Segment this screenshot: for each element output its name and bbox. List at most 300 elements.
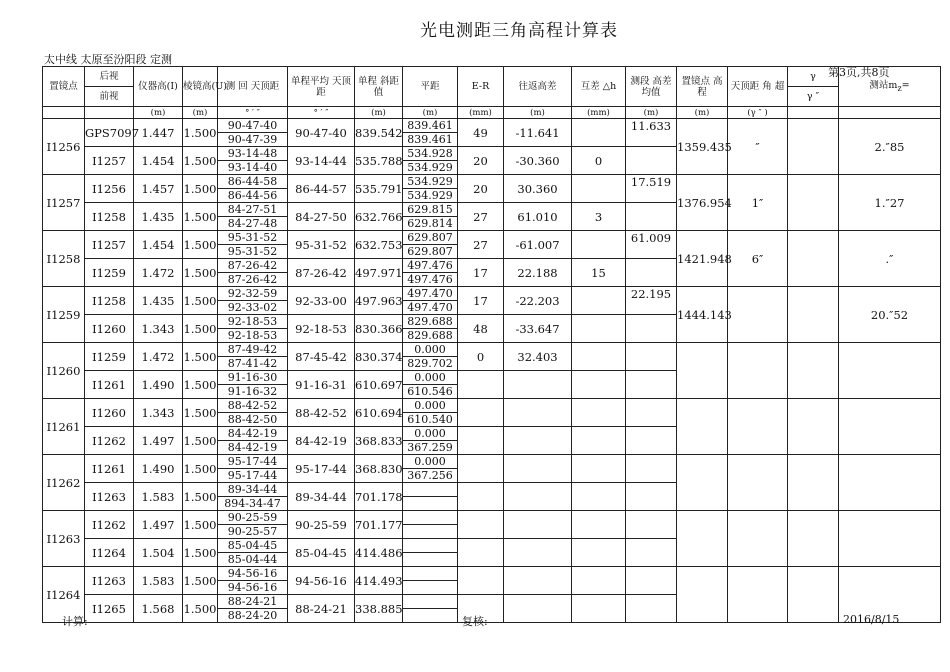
er-cell: 48 xyxy=(458,315,504,343)
slope-cell: 610.694 xyxy=(355,399,403,427)
delta-h-cell xyxy=(572,399,626,427)
header-mz xyxy=(839,67,941,107)
horizontal-cell-second: 839.461 xyxy=(403,132,457,146)
zenith-avg-cell: 92-18-53 xyxy=(288,315,355,343)
zenith-cell-first: 88-24-21 xyxy=(227,595,278,608)
zenith-cell-second: 91-16-32 xyxy=(218,384,287,398)
header-zenith-avg: 单程平均 天顶距 xyxy=(288,67,355,107)
segment-avg-cell xyxy=(626,539,677,567)
delta-h-cell: 0 xyxy=(572,147,626,175)
horizontal-cell xyxy=(403,455,458,483)
mz-cell xyxy=(839,455,941,511)
footer-calculator: 计算: xyxy=(62,615,88,628)
er-cell xyxy=(458,427,504,455)
gamma-cell xyxy=(788,343,839,399)
horizontal-cell-first: 839.461 xyxy=(407,119,453,132)
horizontal-cell-first: 0.000 xyxy=(414,455,446,468)
header-zenith-angle: 天顶距 角 超 xyxy=(728,67,788,107)
zenith-cell xyxy=(218,259,288,287)
horizontal-cell-first: 497.476 xyxy=(407,259,453,272)
horizontal-cell xyxy=(403,511,458,539)
mz-cell xyxy=(839,511,941,567)
height-diff-cell: 22.188 xyxy=(504,259,572,287)
zenith-cell-second: 92-33-02 xyxy=(218,300,287,314)
height-diff-cell: 32.403 xyxy=(504,343,572,371)
horizontal-cell xyxy=(403,399,458,427)
horizontal-cell-first: 497.470 xyxy=(407,287,453,300)
segment-avg-cell xyxy=(626,343,677,371)
header-gamma: γ xyxy=(788,67,839,87)
zenith-avg-cell: 93-14-44 xyxy=(288,147,355,175)
slope-cell: 497.963 xyxy=(355,287,403,315)
er-cell xyxy=(458,483,504,511)
prism-height-cell: 1.500 xyxy=(183,203,218,231)
unit-zenith: ° ′ ″ xyxy=(218,107,288,119)
height-diff-cell xyxy=(504,483,572,511)
target-cell: I1265 xyxy=(85,595,134,623)
page-title: 光电测距三角高程计算表 xyxy=(420,21,618,41)
zenith-cell-first: 90-25-59 xyxy=(227,511,278,524)
station-elev-cell xyxy=(677,343,728,399)
zenith-cell-first: 89-34-44 xyxy=(227,483,278,496)
mz-cell: 20.″52 xyxy=(839,287,941,343)
table-row xyxy=(43,287,941,315)
target-cell: I1260 xyxy=(85,399,134,427)
horizontal-cell-second: 629.807 xyxy=(403,244,457,258)
zenith-cell-second: 90-25-57 xyxy=(218,524,287,538)
horizontal-cell-first xyxy=(403,511,457,524)
horizontal-cell xyxy=(403,315,458,343)
zenith-cell-second: 894-34-47 xyxy=(218,496,287,510)
height-diff-cell: -22.203 xyxy=(504,287,572,315)
horizontal-cell-first: 0.000 xyxy=(414,371,446,384)
horizontal-cell-second: 610.546 xyxy=(403,384,457,398)
height-diff-cell: 30.360 xyxy=(504,175,572,203)
zenith-cell xyxy=(218,511,288,539)
horizontal-cell-second: 497.476 xyxy=(403,272,457,286)
horizontal-cell xyxy=(403,539,458,567)
horizontal-cell-second xyxy=(403,524,457,538)
zenith-cell xyxy=(218,315,288,343)
delta-h-cell xyxy=(572,231,626,259)
target-cell: I1260 xyxy=(85,315,134,343)
target-cell: I1259 xyxy=(85,259,134,287)
header-prism-height: 棱镜高(U) xyxy=(183,67,218,107)
zenith-cell-second: 84-42-19 xyxy=(218,440,287,454)
zenith-cell-second: 92-18-53 xyxy=(218,328,287,342)
prism-height-cell: 1.500 xyxy=(183,483,218,511)
unit-segment-avg: (m) xyxy=(626,107,677,119)
instrument-height-cell: 1.447 xyxy=(134,119,183,147)
segment-avg-cell: 11.633 xyxy=(626,119,677,147)
zenith-cell xyxy=(218,287,288,315)
horizontal-cell xyxy=(403,595,458,623)
header-instrument-height: 仪器高(I) xyxy=(134,67,183,107)
zenith-cell-first: 95-31-52 xyxy=(227,231,278,244)
header-horizontal: 平距 xyxy=(403,67,458,107)
zenith-cell-first: 90-47-40 xyxy=(227,119,278,132)
horizontal-cell-first: 0.000 xyxy=(414,399,446,412)
prism-height-cell: 1.500 xyxy=(183,567,218,595)
zenith-angle-cell xyxy=(728,567,788,623)
calculation-table xyxy=(42,66,941,623)
table-row xyxy=(43,231,941,259)
height-diff-cell: -33.647 xyxy=(504,315,572,343)
target-cell: I1263 xyxy=(85,483,134,511)
zenith-cell-first: 94-56-16 xyxy=(227,567,278,580)
footer-date: 2016/8/15 xyxy=(843,613,900,626)
table-row xyxy=(43,399,941,427)
unit-slope: (m) xyxy=(355,107,403,119)
horizontal-cell-second: 367.256 xyxy=(403,468,457,482)
instrument-height-cell: 1.472 xyxy=(134,343,183,371)
unit-horizontal: (m) xyxy=(403,107,458,119)
height-diff-cell: -61.007 xyxy=(504,231,572,259)
header-mz-eq: = xyxy=(901,79,910,91)
horizontal-cell xyxy=(403,203,458,231)
height-diff-cell xyxy=(504,399,572,427)
instrument-height-cell: 1.568 xyxy=(134,595,183,623)
instrument-height-cell: 1.435 xyxy=(134,203,183,231)
zenith-cell xyxy=(218,147,288,175)
target-cell: I1258 xyxy=(85,287,134,315)
header-mz-label: 测站m xyxy=(869,79,898,91)
slope-cell: 701.177 xyxy=(355,511,403,539)
slope-cell: 632.766 xyxy=(355,203,403,231)
prism-height-cell: 1.500 xyxy=(183,147,218,175)
zenith-avg-cell: 84-42-19 xyxy=(288,427,355,455)
delta-h-cell xyxy=(572,427,626,455)
height-diff-cell xyxy=(504,427,572,455)
mz-cell: 1.″27 xyxy=(839,175,941,231)
route-subtitle: 太中线 太原至汾阳段 定测 xyxy=(44,53,172,66)
segment-avg-cell xyxy=(626,595,677,623)
unit-zenith-avg: ° ′ ″ xyxy=(288,107,355,119)
zenith-cell-first: 84-42-19 xyxy=(227,427,278,440)
prism-height-cell: 1.500 xyxy=(183,371,218,399)
segment-avg-cell xyxy=(626,315,677,343)
horizontal-cell-second: 829.688 xyxy=(403,328,457,342)
segment-avg-cell: 17.519 xyxy=(626,175,677,203)
prism-height-cell: 1.500 xyxy=(183,399,218,427)
horizontal-cell xyxy=(403,175,458,203)
gamma-cell xyxy=(788,455,839,511)
table-row xyxy=(43,511,941,539)
zenith-avg-cell: 89-34-44 xyxy=(288,483,355,511)
horizontal-cell-first: 0.000 xyxy=(414,427,446,440)
slope-cell: 368.833 xyxy=(355,427,403,455)
zenith-cell-first: 92-32-59 xyxy=(227,287,278,300)
delta-h-cell: 3 xyxy=(572,203,626,231)
height-diff-cell: -30.360 xyxy=(504,147,572,175)
prism-height-cell: 1.500 xyxy=(183,427,218,455)
header-gamma-unit: γ ″ xyxy=(788,87,839,107)
delta-h-cell xyxy=(572,483,626,511)
zenith-avg-cell: 86-44-57 xyxy=(288,175,355,203)
er-cell xyxy=(458,539,504,567)
zenith-cell-second: 95-17-44 xyxy=(218,468,287,482)
zenith-angle-cell: ″ xyxy=(728,119,788,175)
slope-cell: 830.366 xyxy=(355,315,403,343)
segment-avg-cell: 61.009 xyxy=(626,231,677,259)
height-diff-cell xyxy=(504,511,572,539)
header-station: 置镜点 xyxy=(43,67,85,107)
station-cell: I1264 xyxy=(43,567,85,623)
zenith-cell-first: 84-27-51 xyxy=(227,203,278,216)
table-row xyxy=(43,567,941,595)
segment-avg-cell xyxy=(626,371,677,399)
zenith-cell-first: 87-26-42 xyxy=(227,259,278,272)
mz-cell: .″ xyxy=(839,231,941,287)
gamma-cell xyxy=(788,511,839,567)
height-diff-cell: 61.010 xyxy=(504,203,572,231)
zenith-cell xyxy=(218,483,288,511)
prism-height-cell: 1.500 xyxy=(183,455,218,483)
zenith-cell-second: 90-47-39 xyxy=(218,132,287,146)
station-elev-cell xyxy=(677,455,728,511)
target-cell: I1257 xyxy=(85,147,134,175)
zenith-avg-cell: 88-42-52 xyxy=(288,399,355,427)
horizontal-cell-second: 534.929 xyxy=(403,188,457,202)
zenith-angle-cell xyxy=(728,455,788,511)
station-elev-cell: 1376.954 xyxy=(677,175,728,231)
instrument-height-cell: 1.343 xyxy=(134,399,183,427)
zenith-cell-first: 93-14-48 xyxy=(227,147,278,160)
horizontal-cell-second: 610.540 xyxy=(403,412,457,426)
station-cell: I1259 xyxy=(43,287,85,343)
horizontal-cell-second xyxy=(403,552,457,566)
instrument-height-cell: 1.504 xyxy=(134,539,183,567)
zenith-cell-first: 92-18-53 xyxy=(227,315,278,328)
unit-zenith-angle: (γ ″ ) xyxy=(728,107,788,119)
er-cell xyxy=(458,567,504,595)
zenith-cell-second: 84-27-48 xyxy=(218,216,287,230)
instrument-height-cell: 1.457 xyxy=(134,175,183,203)
zenith-cell-first: 85-04-45 xyxy=(227,539,278,552)
target-cell: I1261 xyxy=(85,455,134,483)
zenith-cell-second: 87-41-42 xyxy=(218,356,287,370)
zenith-avg-cell: 95-31-52 xyxy=(288,231,355,259)
prism-height-cell: 1.500 xyxy=(183,287,218,315)
prism-height-cell: 1.500 xyxy=(183,231,218,259)
slope-cell: 338.885 xyxy=(355,595,403,623)
height-diff-cell xyxy=(504,371,572,399)
delta-h-cell xyxy=(572,539,626,567)
segment-avg-cell xyxy=(626,399,677,427)
horizontal-cell xyxy=(403,483,458,511)
zenith-cell-second: 94-56-16 xyxy=(218,580,287,594)
horizontal-cell-second xyxy=(403,580,457,594)
horizontal-cell xyxy=(403,287,458,315)
zenith-cell-second: 86-44-56 xyxy=(218,188,287,202)
header-zenith: 测 回 天顶距 xyxy=(218,67,288,107)
table-row xyxy=(43,343,941,371)
zenith-cell-first: 86-44-58 xyxy=(227,175,278,188)
station-elev-cell: 1421.948 xyxy=(677,231,728,287)
zenith-avg-cell: 94-56-16 xyxy=(288,567,355,595)
header-foresight: 前视 xyxy=(85,87,134,107)
instrument-height-cell: 1.454 xyxy=(134,147,183,175)
height-diff-cell: -11.641 xyxy=(504,119,572,147)
delta-h-cell xyxy=(572,455,626,483)
zenith-cell-second: 88-42-50 xyxy=(218,412,287,426)
instrument-height-cell: 1.497 xyxy=(134,511,183,539)
prism-height-cell: 1.500 xyxy=(183,315,218,343)
segment-avg-cell: 22.195 xyxy=(626,287,677,315)
horizontal-cell-second: 629.814 xyxy=(403,216,457,230)
station-elev-cell xyxy=(677,399,728,455)
prism-height-cell: 1.500 xyxy=(183,595,218,623)
slope-cell: 535.791 xyxy=(355,175,403,203)
slope-cell: 830.374 xyxy=(355,343,403,371)
slope-cell: 535.788 xyxy=(355,147,403,175)
er-cell: 20 xyxy=(458,175,504,203)
horizontal-cell-second: 367.259 xyxy=(403,440,457,454)
horizontal-cell-first xyxy=(403,483,457,496)
unit-prism-height: (m) xyxy=(183,107,218,119)
delta-h-cell: 15 xyxy=(572,259,626,287)
er-cell: 0 xyxy=(458,343,504,371)
gamma-cell xyxy=(788,119,839,175)
horizontal-cell-second: 497.470 xyxy=(403,300,457,314)
prism-height-cell: 1.500 xyxy=(183,343,218,371)
zenith-cell xyxy=(218,567,288,595)
delta-h-cell xyxy=(572,315,626,343)
zenith-angle-cell xyxy=(728,287,788,343)
instrument-height-cell: 1.497 xyxy=(134,427,183,455)
zenith-avg-cell: 88-24-21 xyxy=(288,595,355,623)
zenith-avg-cell: 90-25-59 xyxy=(288,511,355,539)
prism-height-cell: 1.500 xyxy=(183,259,218,287)
gamma-cell xyxy=(788,175,839,231)
station-cell: I1261 xyxy=(43,399,85,455)
unit-station-elev: (m) xyxy=(677,107,728,119)
horizontal-cell-first xyxy=(403,539,457,552)
slope-cell: 414.486 xyxy=(355,539,403,567)
segment-avg-cell xyxy=(626,259,677,287)
er-cell: 27 xyxy=(458,203,504,231)
delta-h-cell xyxy=(572,343,626,371)
target-cell: GPS7097 xyxy=(85,119,134,147)
slope-cell: 701.178 xyxy=(355,483,403,511)
zenith-avg-cell: 95-17-44 xyxy=(288,455,355,483)
height-diff-cell xyxy=(504,595,572,623)
instrument-height-cell: 1.583 xyxy=(134,483,183,511)
er-cell xyxy=(458,511,504,539)
target-cell: I1263 xyxy=(85,567,134,595)
zenith-cell xyxy=(218,455,288,483)
table-row xyxy=(43,455,941,483)
zenith-avg-cell: 87-45-42 xyxy=(288,343,355,371)
horizontal-cell xyxy=(403,371,458,399)
er-cell xyxy=(458,371,504,399)
instrument-height-cell: 1.583 xyxy=(134,567,183,595)
mz-cell: 2.″85 xyxy=(839,119,941,175)
zenith-cell xyxy=(218,203,288,231)
height-diff-cell xyxy=(504,455,572,483)
header-delta-h: 互差 △h xyxy=(572,67,626,107)
station-cell: I1260 xyxy=(43,343,85,399)
zenith-avg-cell: 92-33-00 xyxy=(288,287,355,315)
instrument-height-cell: 1.490 xyxy=(134,455,183,483)
horizontal-cell xyxy=(403,427,458,455)
target-cell: I1259 xyxy=(85,343,134,371)
prism-height-cell: 1.500 xyxy=(183,175,218,203)
zenith-avg-cell: 91-16-31 xyxy=(288,371,355,399)
delta-h-cell xyxy=(572,175,626,203)
target-cell: I1257 xyxy=(85,231,134,259)
station-cell: I1257 xyxy=(43,175,85,231)
slope-cell: 368.830 xyxy=(355,455,403,483)
station-cell: I1263 xyxy=(43,511,85,567)
zenith-cell-second: 85-04-44 xyxy=(218,552,287,566)
horizontal-cell-first: 534.928 xyxy=(407,147,453,160)
target-cell: I1261 xyxy=(85,371,134,399)
page-info: 第3页,共8页 xyxy=(828,66,890,79)
horizontal-cell-second: 829.702 xyxy=(403,356,457,370)
segment-avg-cell xyxy=(626,455,677,483)
header-backsight: 后视 xyxy=(85,67,134,87)
instrument-height-cell: 1.435 xyxy=(134,287,183,315)
horizontal-cell-first: 534.929 xyxy=(407,175,453,188)
unit-delta-h: (mm) xyxy=(572,107,626,119)
slope-cell: 632.753 xyxy=(355,231,403,259)
horizontal-cell-first: 829.688 xyxy=(407,315,453,328)
zenith-angle-cell xyxy=(728,399,788,455)
zenith-avg-cell: 87-26-42 xyxy=(288,259,355,287)
er-cell: 20 xyxy=(458,147,504,175)
table-row xyxy=(43,175,941,203)
instrument-height-cell: 1.490 xyxy=(134,371,183,399)
zenith-angle-cell: 1″ xyxy=(728,175,788,231)
horizontal-cell-first: 629.815 xyxy=(407,203,453,216)
mz-cell xyxy=(839,399,941,455)
station-elev-cell xyxy=(677,567,728,623)
instrument-height-cell: 1.343 xyxy=(134,315,183,343)
segment-avg-cell xyxy=(626,203,677,231)
station-cell: I1256 xyxy=(43,119,85,175)
delta-h-cell xyxy=(572,595,626,623)
prism-height-cell: 1.500 xyxy=(183,511,218,539)
gamma-cell xyxy=(788,399,839,455)
target-cell: I1256 xyxy=(85,175,134,203)
gamma-cell xyxy=(788,231,839,287)
header-height-diff: 往返高差 xyxy=(504,67,572,107)
horizontal-cell-second xyxy=(403,496,457,510)
segment-avg-cell xyxy=(626,147,677,175)
zenith-cell xyxy=(218,231,288,259)
zenith-cell-first: 87-49-42 xyxy=(227,343,278,356)
zenith-angle-cell xyxy=(728,511,788,567)
station-cell: I1262 xyxy=(43,455,85,511)
height-diff-cell xyxy=(504,567,572,595)
er-cell xyxy=(458,399,504,427)
slope-cell: 839.542 xyxy=(355,119,403,147)
zenith-cell xyxy=(218,175,288,203)
mz-cell xyxy=(839,343,941,399)
segment-avg-cell xyxy=(626,483,677,511)
height-diff-cell xyxy=(504,539,572,567)
er-cell: 17 xyxy=(458,287,504,315)
delta-h-cell xyxy=(572,287,626,315)
er-cell xyxy=(458,455,504,483)
header-mz-sub: z xyxy=(897,83,902,93)
zenith-cell xyxy=(218,539,288,567)
segment-avg-cell xyxy=(626,567,677,595)
zenith-cell xyxy=(218,399,288,427)
zenith-cell-first: 95-17-44 xyxy=(227,455,278,468)
er-cell: 17 xyxy=(458,259,504,287)
